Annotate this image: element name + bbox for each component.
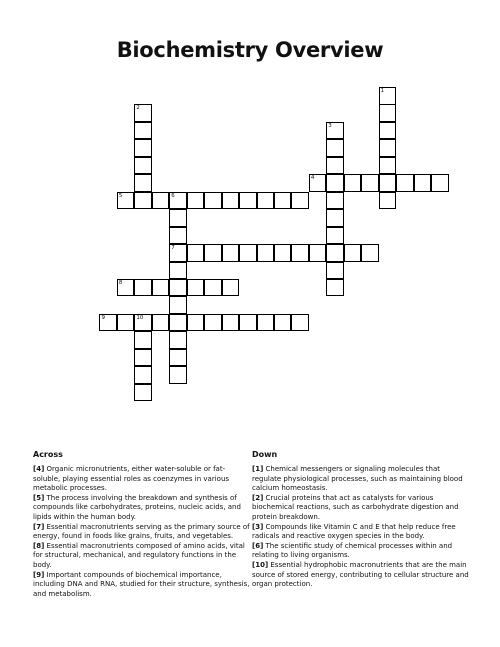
crossword-cell[interactable] xyxy=(99,314,117,332)
crossword-cell[interactable] xyxy=(134,279,152,297)
crossword-cell[interactable] xyxy=(117,314,135,332)
crossword-cell[interactable] xyxy=(134,314,152,332)
across-clue-8 xyxy=(33,542,251,571)
crossword-cell[interactable] xyxy=(134,349,152,367)
crossword-cell[interactable] xyxy=(379,157,397,175)
crossword-cell[interactable] xyxy=(204,244,222,262)
crossword-cell[interactable] xyxy=(222,279,240,297)
crossword-cell[interactable] xyxy=(326,244,344,262)
crossword-cell[interactable] xyxy=(379,87,397,105)
clue-number: [2] xyxy=(252,493,264,502)
crossword-cell[interactable] xyxy=(169,209,187,227)
crossword-cell[interactable] xyxy=(291,192,309,210)
crossword-cell[interactable] xyxy=(361,244,379,262)
crossword-cell[interactable] xyxy=(257,192,275,210)
crossword-cell[interactable] xyxy=(134,174,152,192)
across-clues xyxy=(33,450,251,599)
crossword-cell[interactable] xyxy=(431,174,449,192)
crossword-cell[interactable] xyxy=(379,192,397,210)
crossword-cell[interactable] xyxy=(239,244,257,262)
crossword-cell[interactable] xyxy=(309,244,327,262)
crossword-cell[interactable] xyxy=(134,384,152,402)
crossword-cell[interactable] xyxy=(169,279,187,297)
down-clue-10 xyxy=(252,561,470,590)
crossword-cell[interactable] xyxy=(117,279,135,297)
clue-number-label: 8 xyxy=(118,279,123,286)
crossword-cell[interactable] xyxy=(169,227,187,245)
clue-text: Organic micronutrients, either water-soluble or fat-soluble, playing essential roles as coenzymes in various metabolic processes. xyxy=(33,465,230,493)
crossword-cell[interactable] xyxy=(326,262,344,280)
crossword-cell[interactable] xyxy=(134,139,152,157)
down-clue-1 xyxy=(252,465,470,494)
crossword-cell[interactable] xyxy=(379,139,397,157)
crossword-cell[interactable] xyxy=(187,192,205,210)
crossword-cell[interactable] xyxy=(117,192,135,210)
across-clue-5 xyxy=(33,494,251,523)
down-clue-3 xyxy=(252,523,470,542)
crossword-cell[interactable] xyxy=(222,244,240,262)
crossword-cell[interactable] xyxy=(326,209,344,227)
crossword-cell[interactable] xyxy=(396,174,414,192)
clue-number: [1] xyxy=(252,465,264,473)
down-clues xyxy=(252,450,470,590)
crossword-cell[interactable] xyxy=(204,279,222,297)
crossword-cell[interactable] xyxy=(204,192,222,210)
clue-number-label: 4 xyxy=(310,175,315,182)
crossword-cell[interactable] xyxy=(326,122,344,140)
clue-text: Essential macronutrients composed of amino acids, vital for structural, mechanical, and regulatory functions in the body. xyxy=(33,541,245,569)
crossword-cell[interactable] xyxy=(326,139,344,157)
clue-text: Crucial proteins that act as catalysts for various biochemical reactions, such as carbohydrate digestion and protein breakdown. xyxy=(252,493,459,521)
crossword-cell[interactable] xyxy=(222,192,240,210)
crossword-cell[interactable] xyxy=(134,104,152,122)
clue-number-label: 3 xyxy=(328,122,332,129)
crossword-cell[interactable] xyxy=(169,192,187,210)
crossword-cell[interactable] xyxy=(326,157,344,175)
crossword-cell[interactable] xyxy=(326,192,344,210)
crossword-cell[interactable] xyxy=(169,349,187,367)
clue-text: The scientific study of chemical processes within and relating to living organisms. xyxy=(252,541,453,560)
crossword-cell[interactable] xyxy=(291,244,309,262)
crossword-cell[interactable] xyxy=(361,174,379,192)
crossword-cell[interactable] xyxy=(274,192,292,210)
crossword-cell[interactable] xyxy=(274,314,292,332)
clue-text: Chemical messengers or signaling molecules that regulate physiological processes, such as maintaining blood calcium homeostasis. xyxy=(252,465,463,493)
crossword-cell[interactable] xyxy=(169,244,187,262)
across-clue-7 xyxy=(33,523,251,542)
crossword-cell[interactable] xyxy=(187,314,205,332)
clue-number-label: 6 xyxy=(171,192,175,199)
clue-number-label: 5 xyxy=(118,192,123,199)
clue-number: [5] xyxy=(33,493,45,502)
crossword-cell[interactable] xyxy=(222,314,240,332)
crossword-cell[interactable] xyxy=(169,262,187,280)
crossword-cell[interactable] xyxy=(326,279,344,297)
crossword-cell[interactable] xyxy=(239,192,257,210)
crossword-cell[interactable] xyxy=(169,331,187,349)
crossword-cell[interactable] xyxy=(379,174,397,192)
down-clue-2 xyxy=(252,494,470,523)
crossword-cell[interactable] xyxy=(239,314,257,332)
clue-text: Essential hydrophobic macronutrients that are the main source of stored energy, contributing to cellular structure and organ protection. xyxy=(252,560,469,589)
crossword-cell[interactable] xyxy=(187,244,205,262)
clue-number: [9] xyxy=(33,570,45,579)
crossword-cell[interactable] xyxy=(152,314,170,332)
clue-number: [6] xyxy=(252,541,264,550)
down-clue-6 xyxy=(252,542,470,561)
clue-number-label: 2 xyxy=(136,105,140,112)
clue-number: [8] xyxy=(33,541,45,550)
crossword-cell[interactable] xyxy=(134,331,152,349)
crossword-cell[interactable] xyxy=(257,314,275,332)
across-clue-9 xyxy=(33,571,251,600)
across-clue-4 xyxy=(33,465,251,494)
clue-number: [7] xyxy=(33,522,45,531)
crossword-cell[interactable] xyxy=(134,192,152,210)
clue-number: [3] xyxy=(252,522,264,531)
clue-text: The process involving the breakdown and synthesis of compounds like carbohydrates, proteins, nucleic acids, and lipids within the human body. xyxy=(33,493,241,521)
crossword-cell[interactable] xyxy=(291,314,309,332)
clue-number-label: 9 xyxy=(101,314,105,321)
crossword-cell[interactable] xyxy=(379,122,397,140)
crossword-cell[interactable] xyxy=(134,157,152,175)
clue-number-label: 1 xyxy=(380,88,385,94)
crossword-cell[interactable] xyxy=(326,174,344,192)
crossword-cell[interactable] xyxy=(326,227,344,245)
across-heading: Across xyxy=(33,450,63,459)
crossword-cell[interactable] xyxy=(344,174,362,192)
crossword-cell[interactable] xyxy=(152,192,170,210)
crossword-cell[interactable] xyxy=(152,279,170,297)
crossword-cell[interactable] xyxy=(169,314,187,332)
crossword-cell[interactable] xyxy=(187,279,205,297)
down-heading: Down xyxy=(252,450,278,459)
clue-number-label: 10 xyxy=(136,314,144,321)
clue-number-label: 7 xyxy=(171,245,175,252)
crossword-cell[interactable] xyxy=(257,244,275,262)
page-title: Biochemistry Overview xyxy=(116,38,384,62)
crossword-cell[interactable] xyxy=(169,366,187,384)
clue-text: Essential macronutrients serving as the primary source of energy, found in foods like grains, fruits, and vegetables. xyxy=(33,522,250,541)
clue-text: Important compounds of biochemical importance, including DNA and RNA, studied for their structure, synthesis, and metabolism. xyxy=(33,570,250,598)
crossword-cell[interactable] xyxy=(344,244,362,262)
crossword-cell[interactable] xyxy=(309,174,327,192)
crossword-cell[interactable] xyxy=(274,244,292,262)
crossword-cell[interactable] xyxy=(134,122,152,140)
crossword-cell[interactable] xyxy=(134,366,152,384)
crossword-cell[interactable] xyxy=(204,314,222,332)
crossword-cell[interactable] xyxy=(414,174,432,192)
crossword-cell[interactable] xyxy=(169,296,187,314)
clue-text: Compounds like Vitamin C and E that help reduce free radicals and reactive oxygen species in the body. xyxy=(252,522,456,541)
clue-number: [4] xyxy=(33,465,45,473)
crossword-cell[interactable] xyxy=(379,104,397,122)
clue-number: [10] xyxy=(252,560,269,569)
